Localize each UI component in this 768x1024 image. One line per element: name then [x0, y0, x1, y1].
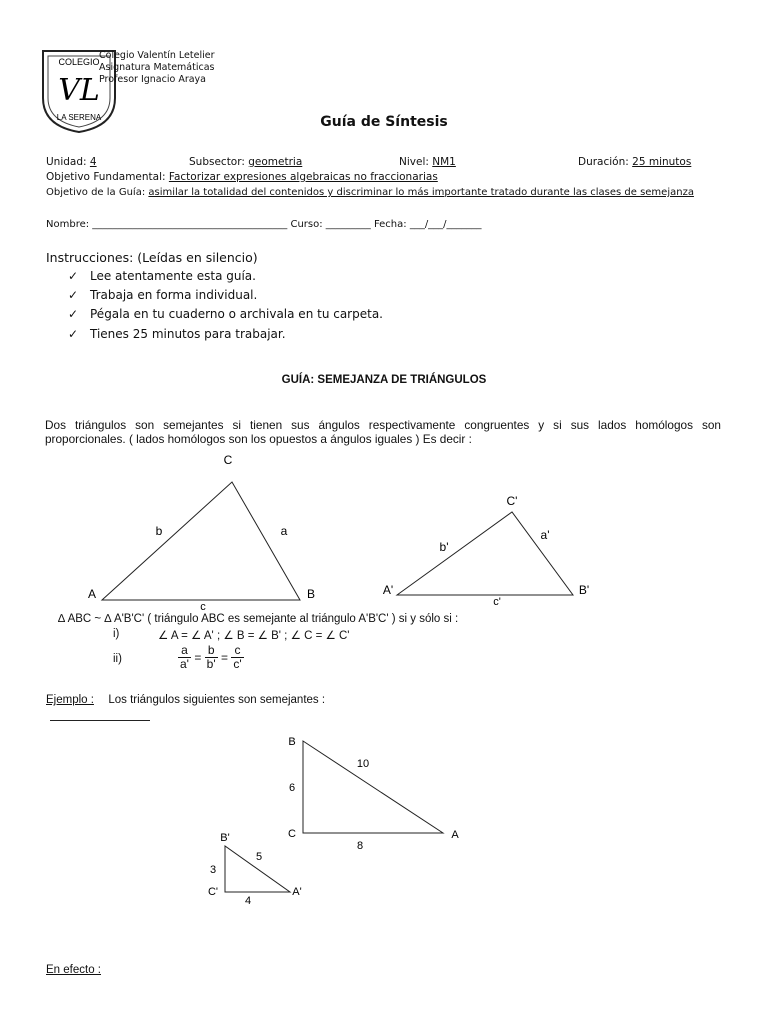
logo-monogram: VL: [58, 73, 100, 108]
nivel-label: Nivel:: [399, 156, 429, 168]
side-label-a-prime: a': [540, 528, 550, 542]
small-vertex-a-prime: A': [292, 886, 302, 898]
duracion-value: 25 minutos: [632, 156, 692, 168]
side-label-c-prime: c': [493, 596, 501, 608]
triangle-a-prime-b-prime-c-prime: [397, 512, 573, 595]
vertex-label-b: B: [306, 587, 316, 601]
condition-i-angles: ∠ A = ∠ A' ; ∠ B = ∠ B' ; ∠ C = ∠ C': [158, 630, 350, 642]
side-label-c: c: [200, 601, 206, 613]
large-vertex-c: C: [288, 828, 296, 840]
instruction-item: ✓ Pégala en tu cuaderno o archivala en tu carpeta.: [68, 307, 383, 321]
definition-line-1: Dos triángulos son semejantes si tienen sus ángulos respectivamente congruentes y si sus lados homólogos son: [45, 418, 721, 432]
nombre-curso-fecha-line: Nombre: _______________________________________ Curso: _________ Fecha: ___/___/_______: [46, 219, 482, 230]
check-icon: ✓: [68, 288, 79, 302]
small-side-ab: 5: [255, 851, 263, 863]
vertex-label-a-prime: A': [382, 583, 394, 597]
subject-name: Asignatura Matemáticas: [99, 62, 215, 73]
teacher-name: Profesor Ignacio Araya: [99, 74, 206, 85]
large-side-bc: 6: [288, 782, 296, 794]
subsector-field: [189, 156, 302, 168]
large-vertex-a: A: [451, 829, 459, 841]
logo-text-top: COLEGIO: [58, 57, 100, 67]
vertex-label-a: A: [87, 587, 97, 601]
school-name: Colegio Valentín Letelier: [99, 50, 215, 61]
page-title: Guía de Síntesis: [320, 114, 448, 130]
unidad-field: [46, 156, 97, 168]
condition-ii-label: ii): [113, 653, 122, 665]
large-side-ab: 10: [356, 758, 370, 770]
triangles-diagram: [0, 445, 768, 615]
example-diagram: [0, 730, 768, 940]
side-label-b: b: [155, 524, 163, 538]
vertex-label-b-prime: B': [578, 583, 590, 597]
blank-line: [50, 720, 150, 721]
example-text: Los triángulos siguientes son semejantes :: [108, 694, 326, 706]
condition-i-label: i): [113, 628, 120, 640]
logo-text-bottom: LA SERENA: [56, 113, 102, 122]
section-title: GUÍA: SEMEJANZA DE TRIÁNGULOS: [281, 374, 487, 386]
check-icon: ✓: [68, 307, 79, 321]
objetivo-fundamental: [46, 171, 438, 183]
nivel-value: NM1: [432, 156, 456, 168]
unidad-label: Unidad:: [46, 156, 87, 168]
objetivo-guia: [46, 187, 694, 198]
en-efecto-label: En efecto :: [46, 964, 101, 976]
proportion-equation: $\frac{a}{a'}$ = $\frac{b}{b'}$ = $\frac{c}{c'}$: [180, 643, 242, 671]
fraction-b: $\frac{b}{b'}$: [206, 643, 216, 671]
fraction-c: $\frac{c}{c'}$: [233, 643, 242, 671]
check-icon: ✓: [68, 269, 79, 283]
instructions-heading: Instrucciones: (Leídas en silencio): [46, 250, 258, 265]
fraction-a: $\frac{a}{a'}$: [180, 643, 189, 671]
small-vertex-b-prime: B': [220, 832, 230, 844]
example-label: Ejemplo :: [46, 694, 94, 706]
subsector-label: Subsector:: [189, 156, 245, 168]
instruction-item: ✓ Trabaja en forma individual.: [68, 288, 258, 302]
vertex-label-c: C: [223, 453, 233, 467]
side-label-a: a: [280, 524, 288, 538]
small-side-bc: 3: [209, 864, 217, 876]
nivel-field: [399, 156, 456, 168]
definition-line-2: proporcionales. ( lados homólogos son los opuestos a ángulos iguales ) Es decir :: [45, 432, 472, 446]
objetivo-fundamental-value: Factorizar expresiones algebraicas no fraccionarias: [168, 171, 438, 183]
objetivo-guia-label: Objetivo de la Guía:: [46, 187, 146, 198]
instruction-item: ✓ Tienes 25 minutos para trabajar.: [68, 327, 286, 341]
instruction-item: ✓ Lee atentamente esta guía.: [68, 269, 256, 283]
small-side-ca: 4: [244, 895, 252, 907]
unidad-value: 4: [89, 156, 97, 168]
example-line: [46, 694, 325, 706]
small-vertex-c-prime: C': [207, 886, 219, 898]
vertex-label-c-prime: C': [506, 494, 518, 508]
check-icon: ✓: [68, 327, 79, 341]
subsector-value: geometria: [248, 156, 303, 168]
objetivo-fundamental-label: Objetivo Fundamental:: [46, 171, 166, 183]
side-label-b-prime: b': [439, 540, 449, 554]
duracion-label: Duración:: [578, 156, 629, 168]
example-triangle-large: [303, 741, 443, 833]
triangle-abc: [102, 482, 300, 600]
large-side-ca: 8: [356, 840, 364, 852]
large-vertex-b: B: [288, 736, 296, 748]
duracion-field: [578, 156, 691, 168]
objetivo-guia-value: asimilar la totalidad del contenidos y discriminar lo más importante tratado durante las clases de semejanza: [148, 187, 694, 198]
similarity-statement: ∆ ABC ~ ∆ A'B'C' ( triángulo ABC es semejante al triángulo A'B'C' ) si y sólo si :: [58, 613, 459, 625]
